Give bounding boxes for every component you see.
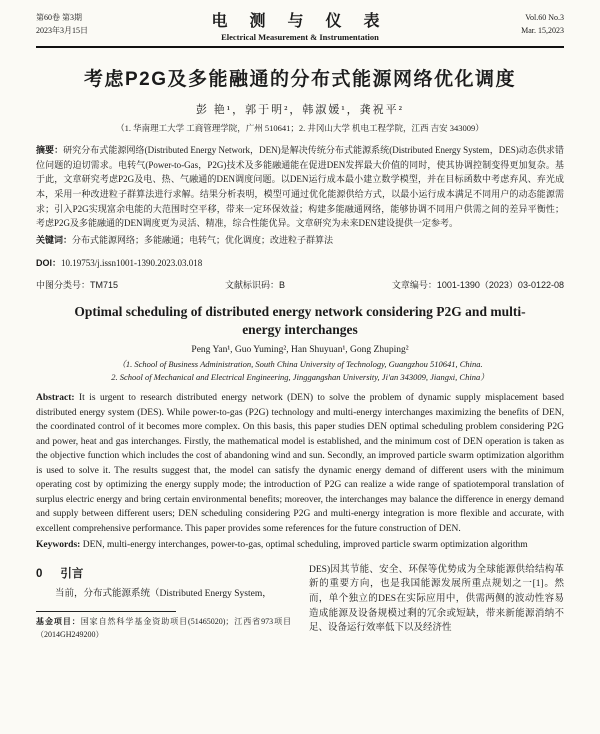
affiliation-en-line2: 2. School of Mechanical and Electrical Engineering, Jinggangshan University, Ji'an 343009, Jiangxi, China） [111, 371, 489, 382]
footnote [36, 616, 291, 641]
affiliation-cn: （1. 华南理工大学 工商管理学院，广州 510641；2. 井冈山大学 机电工程学院，江西 吉安 343009） [116, 123, 484, 133]
authors-en: Peng Yan¹, Guo Yuming², Han Shuyuan¹, Gong Zhuping² [191, 345, 409, 356]
footnote-divider [36, 611, 176, 612]
abstract-cn-label: 摘要： [36, 145, 64, 155]
keywords-cn [36, 233, 564, 247]
doi-line [36, 256, 564, 269]
volume-issue: 第60卷 第3期 [36, 13, 82, 23]
doi-label: DOI： [36, 258, 62, 269]
issue-date-cn: 2023年3月15日 [36, 26, 88, 35]
journal-name-en: Electrical Measurement & Instrumentation [221, 32, 379, 42]
left-column [36, 563, 291, 642]
affiliation-en [36, 358, 564, 383]
document-code: 文献标识码：B [224, 280, 285, 291]
journal-name-cn: 电 测 与 仪 表 [211, 13, 389, 30]
keywords-en-text: DEN, multi-energy interchanges, power-to-gas, optimal scheduling, improved particle swarm optimization algorithm [82, 540, 528, 551]
doi-value: 10.19753/j.issn1001-1390.2023.03.018 [61, 258, 203, 269]
volume-issue-en: Vol.60 No.3 [525, 13, 564, 23]
header-right [474, 12, 564, 38]
header-left [36, 12, 126, 38]
paper-title-en: Optimal scheduling of distributed energy network considering P2G and multi-energy interchanges [74, 304, 526, 337]
affiliation-en-line1: （1. School of Business Administration, South China University of Technology, Guangzhou 510641, China. [117, 359, 483, 370]
footnote-label: 基金项目： [36, 617, 81, 627]
issue-date-en: Mar. 15,2023 [521, 26, 564, 35]
clc-number: 中图分类号：TM715 [36, 280, 119, 291]
classification-row [36, 278, 564, 291]
intro-paragraph-left: 当前，分布式能源系统（Distributed Energy System， [55, 588, 272, 599]
paper-title-cn: 考虑P2G及多能融通的分布式能源网络优化调度 [83, 69, 517, 90]
keywords-en-label: Keywords: [36, 540, 81, 551]
abstract-cn [36, 143, 564, 231]
right-column [309, 563, 564, 642]
footnote-text: 国家自然科学基金资助项目(51465020)；江西省973项目（2014GH249200） [36, 617, 292, 639]
intro-paragraph-right: DES)因其节能、安全、环保等优势成为全球能源供给结构革新的重要方向，也是我国能源发展所重点规划之一[1]。然而，单个独立的DES在实际应用中，供需两侧的波动性容易造成能源及设备规模过剩的冗余或短缺，带来新能源消纳不足、设备运行效率低下以及经济性 [309, 564, 564, 634]
section-title: 引言 [60, 567, 84, 580]
keywords-cn-text: 分布式能源网络；多能融通；电转气；优化调度；改进粒子群算法 [72, 234, 334, 245]
article-number: 文章编号：1001-1390（2023）03-0122-08 [391, 280, 564, 291]
journal-header [36, 8, 564, 48]
abstract-cn-text: 研究分布式能源网络(Distributed Energy Network，DEN)是解决传统分布式能源系统(Distributed Energy System，DES)动态供求错位问题的迫切需求。电转气(Power-to-Gas，P2G)技术及多能融通能在促进DEN发挥最大价值的同时，使其协调控制变得更加复杂。基于此，文章研究考虑P2G及电、热、气融通的DEN调度问题。以DEN运行成本最小建立数学模型，并在目标函数中考虑弃风、弃光成本，采用一种改进粒子群算法进行求解。结果分析表明，模型可通过优化能源供给方式，以最小运行成本满足不同用户的动态能源需求；引入P2G实现富余电能的大范围时空平移，带来一定环保效益；构建多能融通网络，能够协调不同用户供需之间的差异平衡性；考虑P2G及多能融通的DEN调度更为灵活、精准，综合性能优异。文章研究为未来DEN建设提供一定参考。 [36, 145, 564, 229]
abstract-en [36, 391, 564, 536]
keywords-cn-label: 关键词： [36, 234, 73, 245]
abstract-en-text: It is urgent to research distributed energy network (DEN) to solve the problem of dynamic supply misplacement based distributed energy system (DES). While power-to-gas (P2G) technology and multi-energy interchanges maximizing the benefits of DEN, the coordinated control of it becomes more complex. On this basis, this paper studies DEN optimal scheduling problem considering P2G and power, heat and gas interchanges. Firstly, the mathematical model is established, and the minimum cost of DEN operation is taken as the objective function which includes the cost of abandoning wind and sun. Secondly, an improved particle swarm optimization algorithm is used to solve it. The results suggest that, the model can satisfy the dynamic energy demand of different users with the minimum operating cost by optimizing the energy supply mode; the introduction of P2G can realize a wide range of spatiotemporal translation of surplus electric energy and bring certain environmental benefits; moreover, the interchanges may balance the difference in energy demand and supply between different users; DEN scheduling considering P2G and multi-energy integration is more flexible and accurate, with excellent comprehensive performance. This paper provides some references for the future construction of DEN. [36, 393, 564, 534]
body-columns [36, 563, 564, 642]
authors-cn: 彭 艳¹，郭于明²，韩淑媛¹，龚祝平² [196, 104, 404, 116]
abstract-en-label: Abstract: [36, 393, 75, 404]
keywords-en [36, 538, 564, 552]
section-heading-intro [36, 565, 291, 581]
header-center [126, 8, 474, 42]
section-number: 0 [36, 567, 43, 580]
